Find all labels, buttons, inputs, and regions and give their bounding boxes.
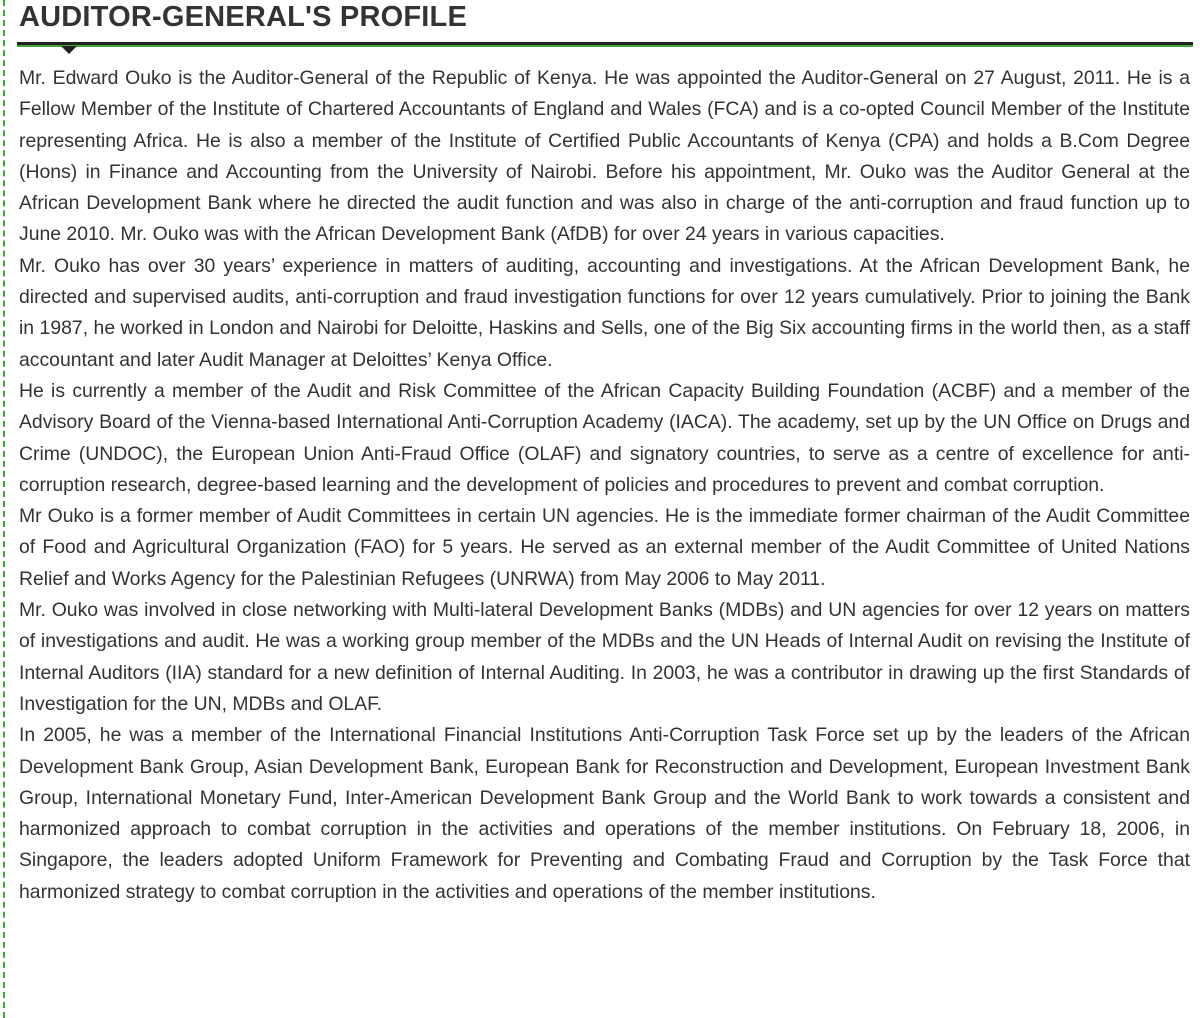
- title-underline-dark: [17, 42, 1193, 45]
- profile-paragraph-appointment: Mr. Edward Ouko is the Auditor-General of the Republic of Kenya. He was appointed the Auditor-General on 27 August, 2011. He is a Fellow Member of the Institute of Chartered Accountants of England and Wales (FCA) and is a co-opted Council Member of the Institute representing Africa. He is also a member of the Institute of Certified Public Accountants of Kenya (CPA) and holds a B.Com Degree (Hons) in Finance and Accounting from the University of Nairobi. Before his appointment, Mr. Ouko was the Auditor General at the African Development Bank where he directed the audit function and was also in charge of the anti-corruption and fraud function up to June 2010. Mr. Ouko was with the African Development Bank (AfDB) for over 24 years in various capacities.: [19, 67, 1190, 246]
- profile-paragraph-experience: Mr. Ouko has over 30 years’ experience in matters of auditing, accounting and investigations. At the African Development Bank, he directed and supervised audits, anti-corruption and fraud investigation functions for over 12 years cumulatively. Prior to joining the Bank in 1987, he worked in London and Nairobi for Deloitte, Haskins and Sells, one of the Big Six accounting firms in the world then, as a staff accountant and later Audit Manager at Deloittes’ Kenya Office.: [19, 254, 1190, 371]
- profile-paragraph-current-roles: He is currently a member of the Audit and Risk Committee of the African Capacity Building Foundation (ACBF) and a member of the Advisory Board of the Vienna-based International Anti-Corruption Academy (IACA). The academy, set up by the UN Office on Drugs and Crime (UNDOC), the European Union Anti-Fraud Office (OLAF) and signatory countries, to serve as a centre of excellence for anti-corruption research, degree-based learning and the development of policies and procedures to prevent and combat corruption.: [19, 379, 1190, 496]
- sidebar-dashed-border: [3, 0, 5, 1018]
- profile-body: [19, 63, 1190, 908]
- page-title: AUDITOR-GENERAL'S PROFILE: [19, 1, 467, 33]
- profile-paragraph-mdb-networking: Mr. Ouko was involved in close networking with Multi-lateral Development Banks (MDBs) and UN agencies for over 12 years on matters of investigations and audit. He was a working group member of the MDBs and the UN Heads of Internal Audit on revising the Institute of Internal Auditors (IIA) standard for a new definition of Internal Auditing. In 2003, he was a contributor in drawing up the first Standards of Investigation for the UN, MDBs and OLAF.: [19, 599, 1190, 715]
- title-underline-arrow-icon: [61, 46, 77, 54]
- profile-paragraph-un-committees: Mr Ouko is a former member of Audit Committees in certain UN agencies. He is the immediate former chairman of the Audit Committee of Food and Agricultural Organization (FAO) for 5 years. He served as an external member of the Audit Committee of United Nations Relief and Works Agency for the Palestinian Refugees (UNRWA) from May 2006 to May 2011.: [19, 505, 1190, 590]
- profile-paragraph-task-force: In 2005, he was a member of the International Financial Institutions Anti-Corruption Task Force set up by the leaders of the African Development Bank Group, Asian Development Bank, European Bank for Reconstruction and Development, European Investment Bank Group, International Monetary Fund, Inter-American Development Bank Group and the World Bank to work towards a consistent and harmonized approach to combat corruption in the activities and operations of the member institutions. On February 18, 2006, in Singapore, the leaders adopted Uniform Framework for Preventing and Combating Fraud and Corruption by the Task Force that harmonized strategy to combat corruption in the activities and operations of the member institutions.: [19, 724, 1190, 903]
